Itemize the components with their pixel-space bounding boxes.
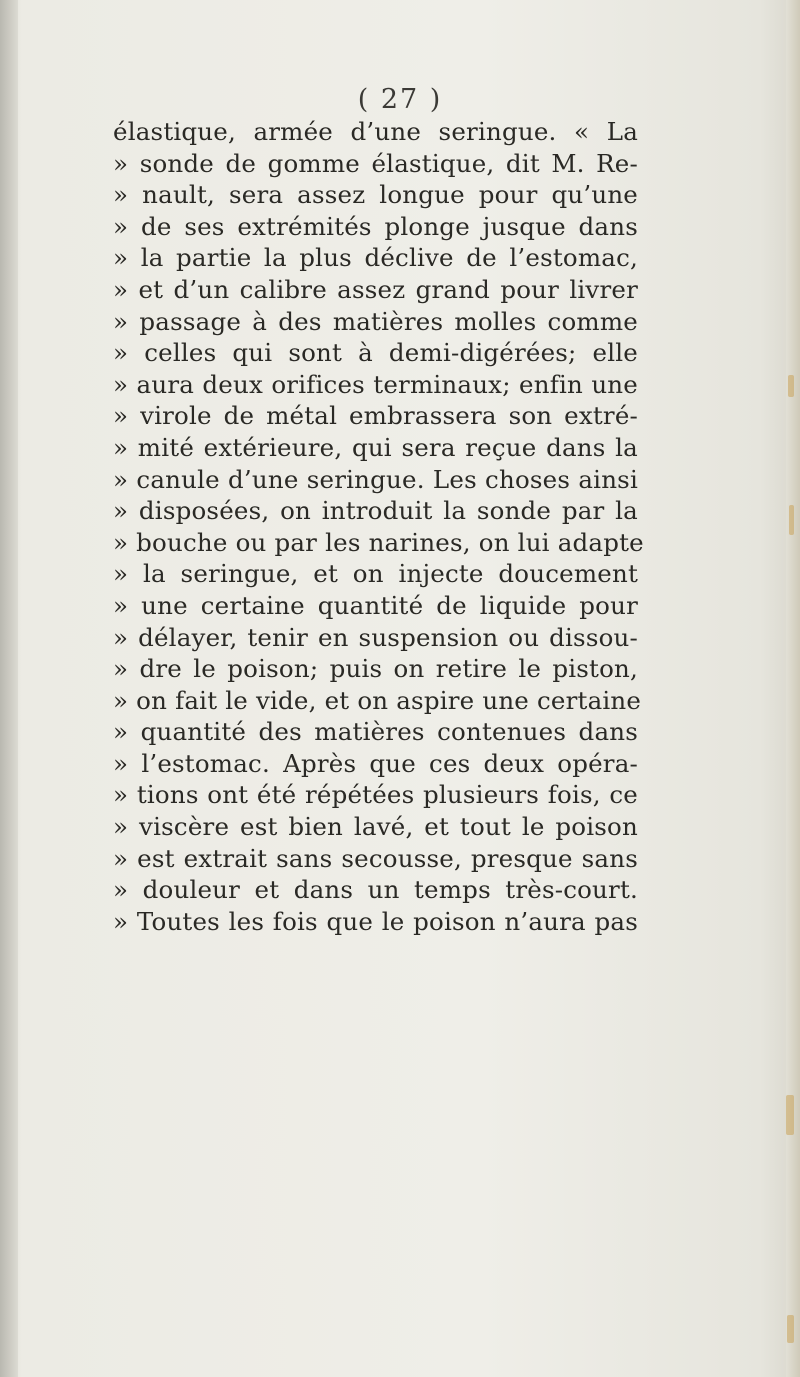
text-line: » passage à des matières molles comme: [113, 306, 638, 336]
text-line: » canule d’une seringue. Les choses ainsi: [113, 464, 638, 494]
text-line: » sonde de gomme élastique, dit M. Re-: [113, 148, 638, 178]
text-line: » dre le poison; puis on retire le piston,: [113, 654, 638, 684]
text-line: » viscère est bien lavé, et tout le poison: [113, 812, 638, 842]
text-line: élastique, armée d’une seringue. « La: [113, 117, 638, 146]
text-line: » délayer, tenir en suspension ou dissou-: [113, 622, 638, 652]
paper-stain: [788, 375, 794, 397]
text-line: » est extrait sans secousse, presque sans: [113, 843, 638, 873]
text-line: » douleur et dans un temps très-court.: [113, 875, 638, 905]
text-line: » l’estomac. Après que ces deux opéra-: [113, 748, 638, 778]
paper-stain: [787, 1315, 794, 1343]
text-line: » celles qui sont à demi-digérées; elle: [113, 338, 638, 368]
page-number: ( 27 ): [357, 84, 443, 115]
text-line: » nault, sera assez longue pour qu’une: [113, 180, 638, 210]
text-line: » Toutes les fois que le poison n’aura pas: [113, 906, 638, 936]
page-outer-edge: [786, 0, 800, 1377]
body-text: [113, 116, 644, 937]
text-line: » aura deux orifices terminaux; enfin une: [113, 369, 638, 399]
text-line: » quantité des matières contenues dans: [113, 717, 638, 747]
text-line: » mité extérieure, qui sera reçue dans la: [113, 432, 638, 462]
text-line: » virole de métal embrassera son extré-: [113, 401, 638, 431]
text-line: » on fait le vide, et on aspire une certaine: [113, 685, 642, 715]
text-line: » disposées, on introduit la sonde par la: [113, 496, 638, 526]
paper-stain: [789, 505, 794, 535]
page-binding-edge: [0, 0, 18, 1377]
text-line: » de ses extrémités plonge jusque dans: [113, 211, 638, 241]
text-line: » la seringue, et on injecte doucement: [113, 559, 638, 589]
text-line: » la partie la plus déclive de l’estomac,: [113, 243, 638, 273]
text-line: » et d’un calibre assez grand pour livrer: [113, 274, 638, 304]
text-line: » une certaine quantité de liquide pour: [113, 590, 638, 620]
paper-stain: [786, 1095, 794, 1135]
text-line: » tions ont été répétées plusieurs fois, ce: [113, 780, 638, 810]
text-line: » bouche ou par les narines, on lui adapte: [113, 527, 644, 557]
